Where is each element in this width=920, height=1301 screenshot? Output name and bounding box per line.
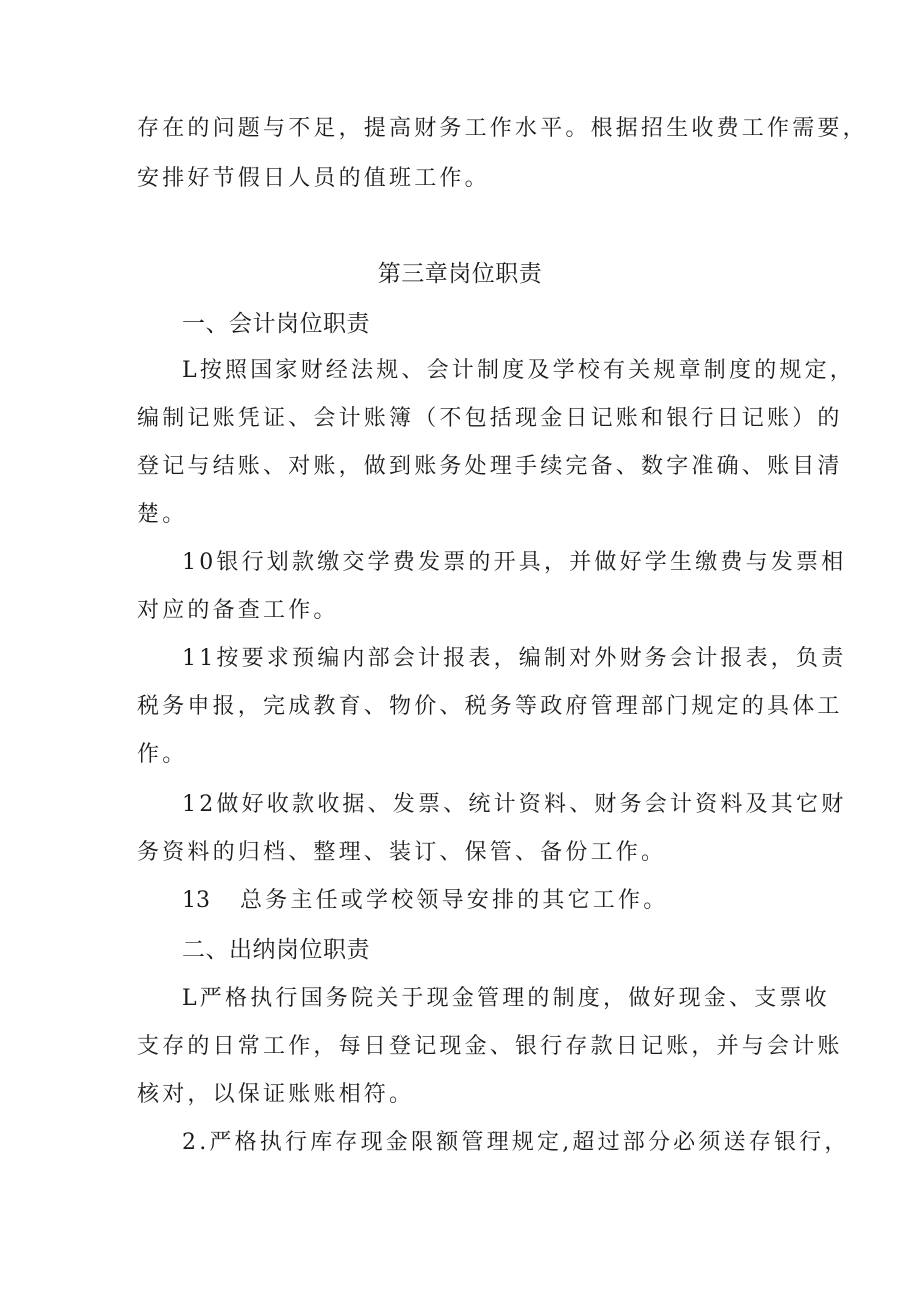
item-text: 总务主任或学校领导安排的其它工作。	[240, 888, 669, 913]
paragraph-line: 编制记账凭证、会计账簿（不包括现金日记账和银行日记账）的	[137, 406, 843, 431]
paragraph-line: 务资料的归档、整理、装订、保管、备份工作。	[137, 840, 667, 865]
paragraph-line: 登记与结账、对账，做到账务处理手续完备、数字准确、账目清	[137, 454, 843, 479]
paragraph-line: 12做好收款收据、发票、统计资料、财务会计资料及其它财	[182, 792, 847, 817]
section-heading: 一、会计岗位职责	[182, 311, 370, 337]
paragraph-line: 支存的日常工作，每日登记现金、银行存款日记账，并与会计账	[137, 1034, 843, 1059]
paragraph-line: 11按要求预编内部会计报表，编制对外财务会计报表，负责	[182, 646, 847, 671]
paragraph-line: 楚。	[137, 502, 188, 527]
paragraph-line: 安排好节假日人员的值班工作。	[137, 166, 490, 191]
chapter-title: 第三章岗位职责	[377, 261, 543, 287]
paragraph-line	[182, 886, 797, 916]
paragraph-line: 核对，以保证账账相符。	[137, 1082, 415, 1107]
item-number: 13	[182, 888, 210, 913]
paragraph-line: L按照国家财经法规、会计制度及学校有关规章制度的规定，	[182, 358, 856, 383]
paragraph-line: 税务申报，完成教育、物价、税务等政府管理部门规定的具体工	[137, 694, 843, 719]
paragraph-line: 作。	[137, 742, 188, 767]
section-heading: 二、出纳岗位职责	[182, 937, 370, 963]
paragraph-line: L严格执行国务院关于现金管理的制度，做好现金、支票收	[182, 986, 830, 1011]
paragraph-line: 2.严格执行库存现金限额管理规定,超过部分必须送存银行，	[182, 1130, 850, 1155]
paragraph-line: 对应的备查工作。	[137, 598, 339, 623]
paragraph-line: 存在的问题与不足，提高财务工作水平。根据招生收费工作需要，	[137, 116, 868, 141]
paragraph-line: 10银行划款缴交学费发票的开具，并做好学生缴费与发票相	[182, 550, 847, 575]
